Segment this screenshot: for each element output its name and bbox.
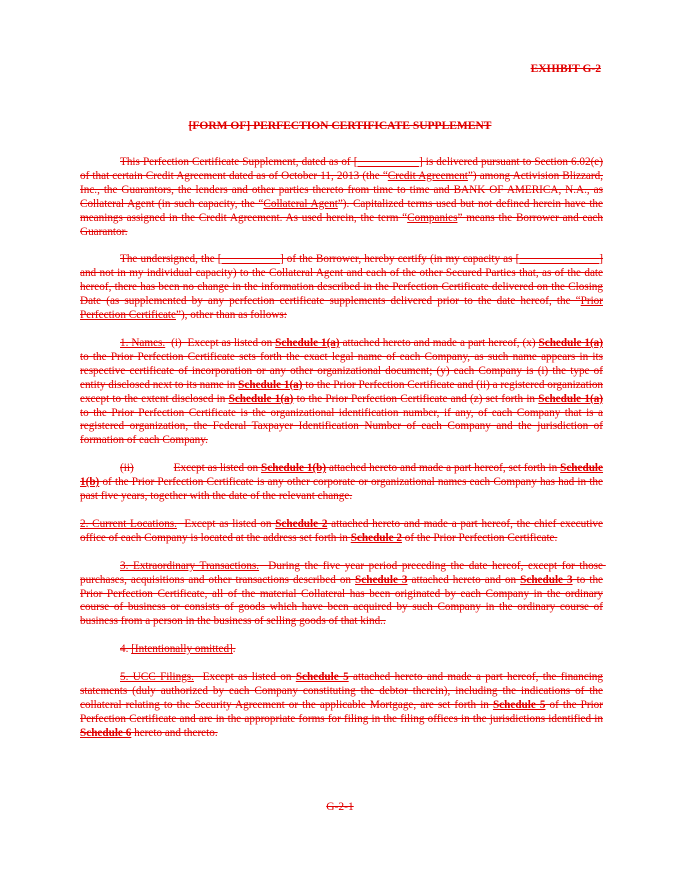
document-body: [80, 156, 606, 741]
paragraph-intentionally-omitted: 4. [Intentionally omitted].: [120, 643, 236, 656]
paragraph-names: 1. Names. (i) Except as listed on Schedule 1(a) attached hereto and made a part hereof, (x) Schedule 1(a) to the Prior Perfection Certificate sets forth the exact legal name of each Company, as such name appears in its respective certificate of incorporation or any other organizational document; (y) each Company is (i) the type of entity disclosed next to its name in Schedule 1(a) to the Prior Perfection Certificate and (ii) a registered organization except to the extent disclosed in Schedule 1(a) to the Prior Perfection Certificate and (z) set forth in Schedule 1(a) to the Prior Perfection Certificate is the organizational identification number, if any, of each Company that is a registered organization, the Federal Taxpayer Identification Number of each Company and the jurisdiction of formation of each Company.: [80, 336, 604, 447]
schedule-ref: Schedule 5: [295, 671, 349, 684]
paragraph-current-locations: 2. Current Locations. Except as listed on Schedule 2 attached hereto and made a part hereof, the chief executive office of each Company is located at the address set forth in Schedule 2 of the Prior Perfection Certificate.: [80, 517, 603, 544]
schedule-ref: Schedule 1(b): [80, 462, 604, 489]
section-heading: 2. Current Locations.: [80, 517, 177, 530]
schedule-ref: Schedule 1(a): [238, 378, 303, 391]
schedule-ref: Schedule 5: [492, 699, 546, 711]
document-title: [FORM OF] PERFECTION CERTIFICATE SUPPLEMENT: [188, 120, 492, 132]
paragraph-other-names: (ii) Except as listed on Schedule 1(b) attached hereto and made a part hereof, set forth in Schedule 1(b) of the Prior Perfection Certificate is any other corporate or organizational names each Company has had in the past five years, together with the date of the relevant change.: [80, 462, 604, 503]
schedule-ref: Schedule 1(a): [228, 392, 294, 405]
page-number: G-2-1: [326, 801, 354, 813]
schedule-ref: Schedule 2: [350, 531, 402, 544]
section-heading: 5. UCC Filings.: [120, 671, 194, 684]
schedule-ref: Schedule 1(b): [261, 462, 327, 475]
schedule-ref: Schedule 2: [275, 517, 328, 530]
paragraph-certification: The undersigned, the [ ] of the Borrower, hereby certify (in my capacity as [ ] and not in my individual capacity) to the Collateral Agent and each of the other Secured Parties that, as of the date hereof, there has been no change in the information described in the Perfection Certificate delivered on the Closing Date (as supplemented by any perfection certificate supplements delivered prior to the date hereof, the “Prior Perfection Certificate”), other than as follows:: [80, 253, 604, 322]
paragraph-ucc-filings: 5. UCC Filings. Except as listed on Schedule 5 attached hereto and made a part hereof, the financing statements (duly authorized by each Company constituting the debtor therein), including the indications of the collateral relating to the Security Agreement or the applicable Mortgage, are set forth in Schedule 5 of the Prior Perfection Certificate and are in the appropriate forms for filing in the filing offices in the jurisdictions identified in Schedule 6 hereto and thereto.: [80, 671, 603, 739]
schedule-ref: Schedule 6: [80, 726, 132, 739]
paragraph-extraordinary-transactions: 3. Extraordinary Transactions. During the five year period preceding the date hereof, except for those purchases, acquisitions and other transactions described on Schedule 3 attached hereto and on Schedule 3 to the Prior Perfection Certificate, all of the material Collateral has been originated by each Company in the ordinary course of business or consists of goods which have been acquired by such Company in the ordinary course of business from a person in the business of selling goods of that kind..: [80, 559, 606, 628]
paragraph-intro: This Perfection Certificate Supplement, dated as of [ ] is delivered pursuant to Section 6.02(e) of that certain Credit Agreement dated as of October 11, 2013 (the “Credit Agreement”) among Activision Blizzard, Inc., the Guarantors, the lenders and other parties thereto from time to time and BANK OF AMERICA, N.A., as Collateral Agent (in such capacity, the “Collateral Agent”). Capitalized terms used but not defined herein have the meanings assigned in the Credit Agreement. As used herein, the term “Companies” means the Borrower and each Guarantor.: [80, 156, 603, 238]
schedule-ref: Schedule 1(a): [538, 336, 603, 349]
schedule-ref: Schedule 3: [520, 573, 573, 586]
schedule-ref: Schedule 1(a): [538, 392, 604, 405]
schedule-ref: Schedule 3: [355, 573, 408, 586]
exhibit-label: EXHIBIT G-2: [530, 63, 601, 75]
section-heading: 1. Names.: [120, 336, 166, 349]
section-heading: 3. Extraordinary Transactions.: [120, 559, 260, 572]
schedule-ref: Schedule 1(a): [275, 336, 340, 349]
